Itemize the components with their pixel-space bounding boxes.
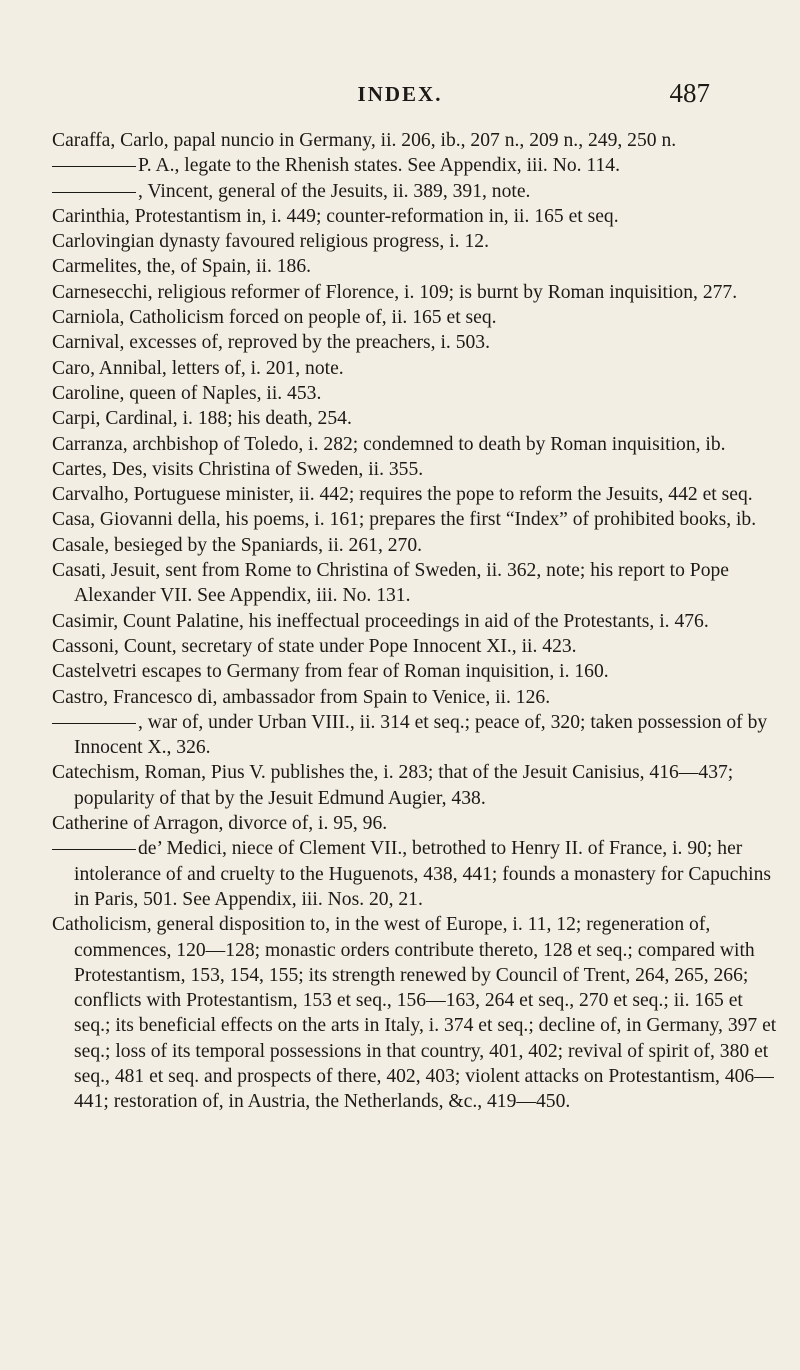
entry-text: Casimir, Count Palatine, his ineffectual proceedings in aid of the Protestants, i. 476. [52, 610, 709, 632]
entry-text: Caro, Annibal, letters of, i. 201, note. [52, 357, 344, 379]
index-entries [52, 128, 780, 1115]
page-header [0, 78, 800, 122]
index-entry [52, 229, 780, 254]
entry-text: Carinthia, Protestantism in, i. 449; counter-reformation in, ii. 165 et seq. [52, 205, 619, 227]
entry-text: Cassoni, Count, secretary of state under Pope Innocent XI., ii. 423. [52, 635, 577, 657]
index-entry [52, 330, 780, 355]
index-entry [52, 406, 780, 431]
index-entry [52, 912, 780, 1114]
ditto-dash [52, 723, 136, 724]
index-entry [52, 128, 780, 153]
ditto-dash [52, 166, 136, 167]
index-entry [52, 558, 780, 609]
ditto-dash [52, 192, 136, 193]
entry-text: Carvalho, Portuguese minister, ii. 442; requires the pope to reform the Jesuits, 442 et seq. [52, 484, 753, 506]
entry-text: Carniola, Catholicism forced on people of, ii. 165 et seq. [52, 307, 497, 329]
index-entry [52, 356, 780, 381]
index-subentry [52, 153, 780, 178]
entry-text: Carnival, excesses of, reproved by the preachers, i. 503. [52, 332, 490, 354]
index-entry [52, 254, 780, 279]
entry-text: Castelvetri escapes to Germany from fear of Roman inquisition, i. 160. [52, 661, 609, 683]
index-entry [52, 204, 780, 229]
entry-text: Casati, Jesuit, sent from Rome to Christina of Sweden, ii. 362, note; his report to Pope Alexander VII. See Appendix, iii. No. 131. [52, 560, 729, 607]
index-entry [52, 457, 780, 482]
index-subentry [52, 836, 780, 912]
index-entry [52, 507, 780, 532]
index-entry [52, 280, 780, 305]
index-entry [52, 482, 780, 507]
index-entry [52, 609, 780, 634]
entry-text: , war of, under Urban VIII., ii. 314 et seq.; peace of, 320; taken possession of by Innocent X., 326. [74, 711, 768, 759]
index-entry [52, 659, 780, 684]
entry-text: Caraffa, Carlo, papal nuncio in Germany, ii. 206, ib., 207 n., 209 n., 249, 250 n. [52, 130, 677, 151]
entry-text: Carranza, archbishop of Toledo, i. 282; condemned to death by Roman inquisition, ib. [52, 433, 726, 455]
entry-text: Carnesecchi, religious reformer of Florence, i. 109; is burnt by Roman inquisition, 277. [52, 281, 738, 303]
running-title: INDEX. [357, 82, 443, 106]
index-subentry [52, 710, 780, 761]
entry-text: , Vincent, general of the Jesuits, ii. 389, 391, note. [138, 180, 531, 202]
index-entry [52, 634, 780, 659]
entry-text: Carpi, Cardinal, i. 188; his death, 254. [52, 408, 352, 430]
entry-text: Carlovingian dynasty favoured religious progress, i. 12. [52, 231, 489, 253]
index-entry [52, 381, 780, 406]
entry-text: P. A., legate to the Rhenish states. See Appendix, iii. No. 114. [138, 155, 620, 177]
index-subentry [52, 179, 780, 204]
entry-text: Castro, Francesco di, ambassador from Spain to Venice, ii. 126. [52, 686, 551, 708]
entry-text: Caroline, queen of Naples, ii. 453. [52, 382, 322, 404]
index-entry [52, 760, 780, 811]
entry-text: Casale, besieged by the Spaniards, ii. 261, 270. [52, 534, 423, 556]
index-entry [52, 305, 780, 330]
index-entry [52, 685, 780, 710]
entry-text: Catherine of Arragon, divorce of, i. 95, 96. [52, 813, 388, 835]
index-entry [52, 533, 780, 558]
entry-text: Catechism, Roman, Pius V. publishes the, i. 283; that of the Jesuit Canisius, 416—437; popularity of that by the Jesuit Edmund Augier, 438. [52, 762, 734, 809]
page-number: 487 [669, 78, 710, 108]
entry-text: de’ Medici, niece of Clement VII., betrothed to Henry II. of France, i. 90; her intolerance of and cruelty to the Huguenots, 438, 441; founds a monastery for Capuchins in Paris, 501. See Appendix, iii. Nos. 20, 21. [74, 838, 772, 910]
index-entry [52, 432, 780, 457]
index-entry [52, 811, 780, 836]
entry-text: Casa, Giovanni della, his poems, i. 161; prepares the first “Index” of prohibited books, ib. [52, 509, 757, 531]
entry-text: Cartes, Des, visits Christina of Sweden, ii. 355. [52, 458, 424, 480]
entry-text: Catholicism, general disposition to, in the west of Europe, i. 11, 12; regeneration of, commences, 120—128; monastic orders contribute thereto, 128 et seq.; compared with Protestantism, 153, 154, 155; its strength renewed by Council of Trent, 264, 265, 266; conflicts with Protestantism, 153 et seq., 156—163, 264 et seq., 270 et seq.; ii. 165 et seq.; its beneficial effects on the arts in Italy, i. 374 et seq.; decline of, in Germany, 397 et seq.; loss of its temporal possessions in that country, 401, 402; revival of spirit of, 380 et seq., 481 et seq. and prospects of there, 402, 403; violent attacks on Protestantism, 406—441; restoration of, in Austria, the Netherlands, &c., 419—450. [52, 914, 777, 1113]
entry-text: Carmelites, the, of Spain, ii. 186. [52, 256, 312, 278]
ditto-dash [52, 849, 136, 850]
